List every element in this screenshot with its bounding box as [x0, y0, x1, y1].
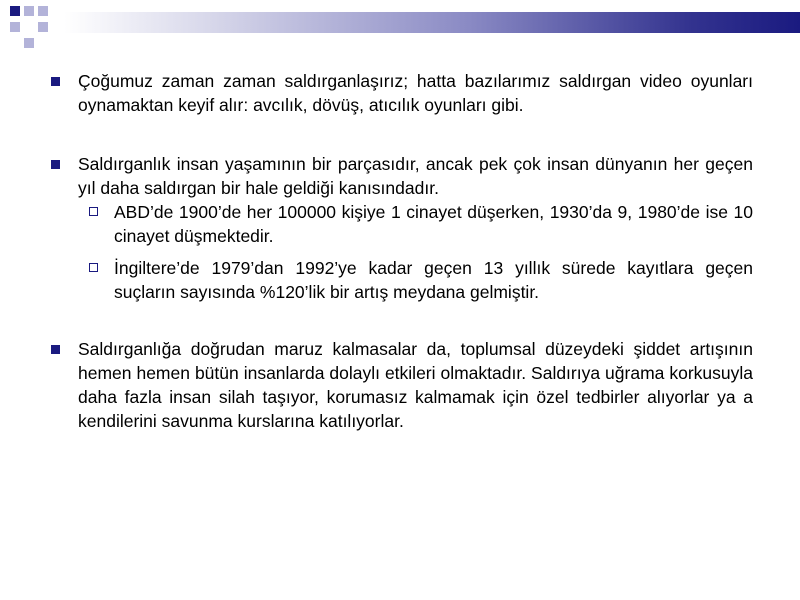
sub-bullet-item: [50, 200, 753, 248]
decor-square: [38, 22, 48, 32]
decor-square: [24, 38, 34, 48]
bullet-item: [50, 337, 753, 433]
hollow-square-bullet-icon: [89, 207, 98, 216]
hollow-square-bullet-icon: [89, 263, 98, 272]
square-bullet-icon: [51, 345, 60, 354]
bullet-text: Çoğumuz zaman zaman saldırganlaşırız; hatta bazılarımız saldırgan video oyunları oynamaktan keyif alır: avcılık, dövüş, atıcılık oyunları gibi.: [78, 71, 753, 115]
slide-content: [50, 69, 753, 433]
square-bullet-icon: [51, 160, 60, 169]
square-bullet-icon: [51, 77, 60, 86]
header-decoration: [0, 0, 800, 60]
decor-square: [38, 6, 48, 16]
decor-square: [10, 22, 20, 32]
sub-bullet-text: İngiltere’de 1979’dan 1992’ye kadar geçen 13 yıllık sürede kayıtlara geçen suçların sayısında %120’lik bir artış meydana gelmiştir.: [114, 258, 753, 302]
header-gradient-bar: [64, 12, 800, 33]
sub-bullet-item: [50, 256, 753, 304]
decor-square: [24, 6, 34, 16]
bullet-text: Saldırganlığa doğrudan maruz kalmasalar da, toplumsal düzeydeki şiddet artışının hemen hemen bütün insanlarda dolaylı etkileri olmaktadır. Saldırıya uğrama korkusuyla daha fazla insan silah taşıyor, korumasız kalmamak için özel tedbirler alıyorlar ya a kendilerini savunma kurslarına katılıyorlar.: [78, 339, 753, 431]
bullet-item: [50, 69, 753, 117]
bullet-item: [50, 152, 753, 200]
bullet-text: Saldırganlık insan yaşamının bir parçasıdır, ancak pek çok insan dünyanın her geçen yıl daha saldırgan bir hale geldiği kanısındadır.: [78, 154, 753, 198]
decor-square: [10, 6, 20, 16]
sub-bullet-text: ABD’de 1900’de her 100000 kişiye 1 cinayet düşerken, 1930’da 9, 1980’de ise 10 cinayet düşmektedir.: [114, 202, 753, 246]
